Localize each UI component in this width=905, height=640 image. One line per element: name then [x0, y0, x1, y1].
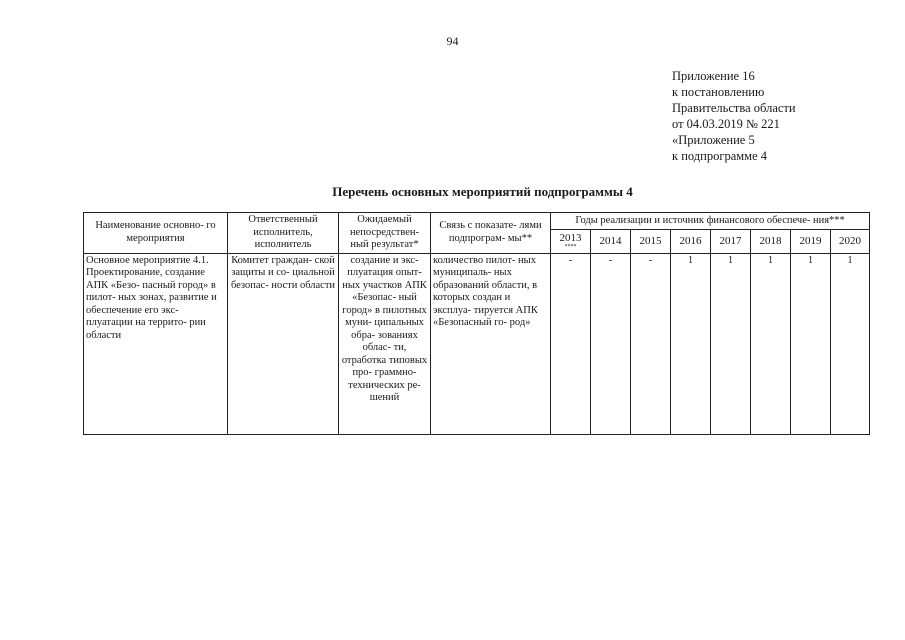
- appendix-line: от 04.03.2019 № 221: [672, 117, 780, 131]
- document-title: Перечень основных мероприятий подпрограммы 4: [332, 184, 633, 199]
- value-2013: -: [551, 253, 591, 434]
- year-header-2019: 2019: [791, 229, 831, 253]
- value-2014: -: [591, 253, 631, 434]
- value-2017: 1: [711, 253, 751, 434]
- row-executor: Комитет граждан- ской защиты и со- циальной безопас- ности области: [228, 253, 339, 434]
- table-row: [84, 253, 870, 434]
- appendix-line: Правительства области: [672, 101, 796, 115]
- appendix-line: Приложение 16: [672, 69, 755, 83]
- appendix-line: к постановлению: [672, 85, 765, 99]
- header-executor: Ответственный исполнитель, исполнитель: [228, 213, 339, 254]
- header-row: [84, 213, 870, 230]
- appendix-block: [672, 68, 796, 164]
- value-2019: 1: [791, 253, 831, 434]
- header-years-group: Годы реализации и источник финансового обеспече- ния***: [551, 213, 870, 230]
- measures-table: [83, 212, 870, 435]
- year-footnote-mark: ****: [564, 244, 577, 251]
- row-result: создание и экс- плуатация опыт- ных участков АПК «Безопас- ный город» в пилотных муни- ципальных обра- зованиях облас- ти, отработка типовых про- граммно- технических ре- шений: [339, 253, 431, 434]
- header-link: Связь с показате- лями подпрограм- мы**: [431, 213, 551, 254]
- page-number: 94: [446, 34, 459, 48]
- year-header-2014: 2014: [591, 229, 631, 253]
- header-result: Ожидаемый непосредствен- ный результат*: [339, 213, 431, 254]
- header-name: Наименование основно- го мероприятия: [84, 213, 228, 254]
- year-header-2013: [551, 229, 591, 253]
- year-header-2018: 2018: [751, 229, 791, 253]
- value-2016: 1: [671, 253, 711, 434]
- row-link: количество пилот- ных муниципаль- ных образований области, в которых создан и эксплуа- тируется АПК «Безопасный го- род»: [431, 253, 551, 434]
- value-2020: 1: [831, 253, 870, 434]
- year-header-2015: 2015: [631, 229, 671, 253]
- year-label: 2013: [559, 231, 582, 244]
- year-header-2016: 2016: [671, 229, 711, 253]
- value-2018: 1: [751, 253, 791, 434]
- appendix-line: «Приложение 5: [672, 133, 755, 147]
- year-header-2017: 2017: [711, 229, 751, 253]
- row-name: Основное мероприятие 4.1. Проектирование, создание АПК «Безо- пасный город» в пилот- ных зонах, развитие и обеспечение его экс- плуатации на террито- рии области: [84, 253, 228, 434]
- appendix-line: к подпрограмме 4: [672, 149, 767, 163]
- year-header-2020: 2020: [831, 229, 870, 253]
- value-2015: -: [631, 253, 671, 434]
